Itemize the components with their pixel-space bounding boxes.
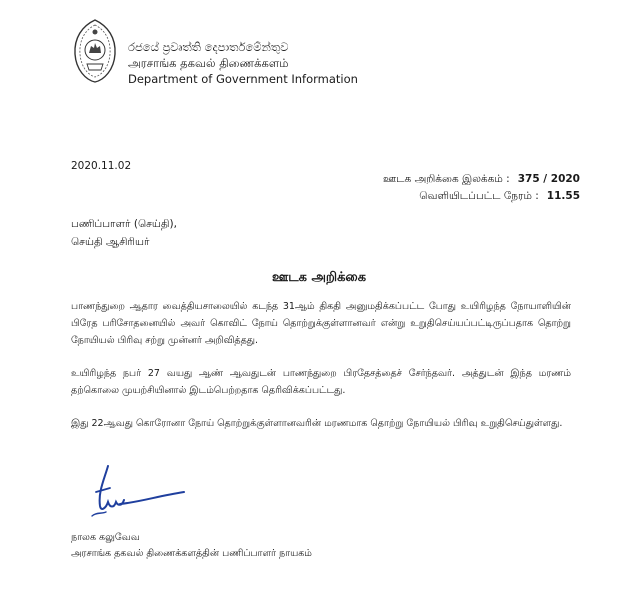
handwritten-signature-icon [80,462,190,522]
addressee-line-2: செய்தி ஆசிரியர் [71,236,150,248]
release-time-value: 11.55 [546,190,580,202]
signer-name: நாலக கலுவேவ [71,532,140,543]
addressee-block [71,215,177,251]
dept-name-sinhala: රජයේ ප්‍රවෘත්ති දෙපාර්තමේන්තුව [128,40,289,54]
release-date: 2020.11.02 [71,160,132,172]
release-time-label: வெளியிடப்பட்ட நேரம் : [419,190,539,202]
release-number-label: ஊடக அறிக்கை இலக்கம் : [382,173,510,185]
signer-block [71,530,312,562]
body-paragraph-1: பாணந்துறை ஆதார வைத்தியசாலையில் கடந்த 31ஆம் திகதி அனுமதிக்கப்பட்ட போது உயிரிழந்த நோயாளியின் பிரேத பரிசோதனையில் அவர் கொவிட் நோய் தொற்றுக்குள்ளானவர் என்று உறுதிசெய்யப்பட்டிருப்பதாக தொற்று நோயியல் பிரிவு சற்று முன்னர் அறிவித்தது. [71,301,571,346]
department-name-block [128,39,358,87]
release-time-row [383,188,580,205]
dept-name-english: Department of Government Information [128,72,358,86]
government-emblem-icon [70,18,120,84]
release-reference-block [383,171,580,205]
release-number-value: 375 / 2020 [517,173,580,185]
document-body [71,298,571,448]
body-paragraph-2: உயிரிழந்த நபர் 27 வயது ஆண் ஆவதுடன் பாணந்துறை பிரதேசத்தைச் சேர்ந்தவர். அத்துடன் இந்த மரணம் தற்கொலை முயற்சியினால் இடம்பெற்றதாக தெரிவிக்கப்பட்டது. [71,368,571,396]
addressee-line-1: பணிப்பாளர் (செய்தி), [71,218,177,230]
document-title: ஊடக அறிக்கை [271,270,367,285]
dept-name-tamil: அரசாங்க தகவல் திணைக்களம் [128,56,289,70]
release-number-row [383,171,580,188]
signer-title: அரசாங்க தகவல் திணைக்களத்தின் பணிப்பாளர் நாயகம் [71,548,312,559]
body-paragraph-3: இது 22ஆவது கொரோனா நோய் தொற்றுக்குள்ளானவரின் மரணமாக தொற்று நோயியல் பிரிவு உறுதிசெய்துள்ளது. [71,418,563,429]
